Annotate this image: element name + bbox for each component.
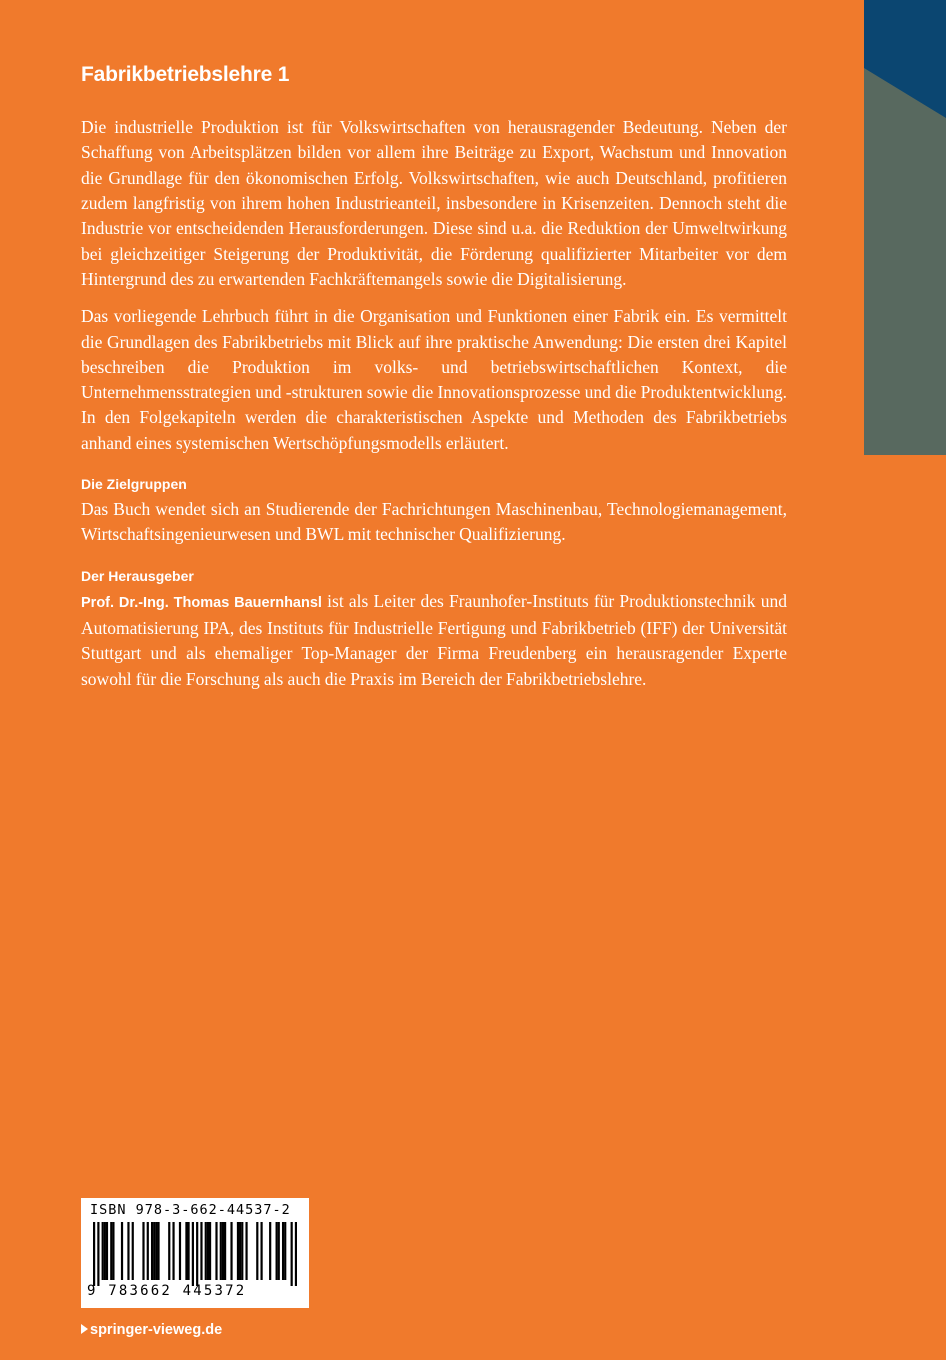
barcode-bar	[205, 1222, 207, 1280]
barcode-bars	[93, 1222, 297, 1286]
target-group-text: Das Buch wendet sich an Studierende der Fachrichtungen Maschinenbau, Technologiemanagement, Wirtschaftsingenieurwesen und BWL mit technischer Qualifizierung.	[81, 499, 787, 545]
editor-section	[81, 564, 787, 692]
barcode-bar	[278, 1222, 280, 1280]
editor-bio: ist als Leiter des Fraunhofer-Instituts für Produktionstechnik und Automatisierung IPA, des Instituts für Industrielle Fertigung und Fabrikbetrieb (IFF) der Universität Stuttgart und als ehemaliger Top-Manager der Firma Freudenberg ein herausragender Experte sowohl für die Forschung als auch die Praxis im Bereich der Fabrikbetriebslehre.	[81, 590, 787, 689]
isbn-label: ISBN 978-3-662-44537-2	[90, 1202, 291, 1218]
editor-heading: Der Herausgeber	[81, 567, 194, 584]
barcode-bar	[172, 1222, 174, 1280]
barcode-bar	[207, 1222, 209, 1280]
barcode-bar	[153, 1222, 155, 1280]
editor-name: Prof. Dr.-Ing. Thomas Bauernhansl	[81, 594, 322, 611]
barcode-bar	[106, 1222, 108, 1280]
barcode-bar	[185, 1222, 187, 1280]
barcode-bar	[147, 1222, 149, 1280]
barcode-bar	[215, 1222, 217, 1280]
website-link[interactable]: springer-vieweg.de	[90, 1322, 223, 1338]
barcode-bar	[220, 1222, 222, 1280]
barcode-bar	[187, 1222, 189, 1280]
barcode-bar	[179, 1222, 181, 1280]
barcode-bar	[282, 1222, 284, 1280]
book-title: Fabrikbetriebslehre 1	[81, 63, 290, 86]
intro-paragraph: Die industrielle Produktion ist für Volkswirtschaften von herausragender Bedeutung. Neben der Schaffung von Arbeitsplätzen bilden vor allem ihre Beiträge zu Export, Wachstum und Innovation die Grundlage für den ökonomischen Erfolg. Volkswirtschaften, wie auch Deutschland, profitieren zudem langfristig von ihrem hohen Industrieanteil, insbesondere in Krisenzeiten. Dennoch steht die Industrie vor entscheidenden Herausforderungen. Diese sind u.a. die Reduktion der Umweltwirkung bei gleichzeitiger Steigerung der Produktivität, die Förderung qualifizierter Mitarbeiter vor dem Hintergrund des zu erwartenden Fachkräftemangels sowie die Digitalisierung.	[81, 117, 787, 289]
barcode-bar	[110, 1222, 112, 1280]
barcode-bar	[291, 1222, 293, 1286]
back-cover-text	[81, 62, 787, 704]
barcode-bar	[127, 1222, 129, 1280]
barcode-bar	[245, 1222, 247, 1280]
barcode-bar	[93, 1222, 95, 1286]
barcode-bar	[200, 1222, 202, 1280]
barcode-bar	[256, 1222, 258, 1280]
barcode-bar	[237, 1222, 239, 1280]
barcode-bar	[97, 1222, 99, 1286]
barcode-bar	[112, 1222, 114, 1280]
barcode-bar	[151, 1222, 153, 1280]
isbn-digits: 9 783662 445372	[87, 1283, 247, 1299]
description-paragraph: Das vorliegende Lehrbuch führt in die Organisation und Funktionen einer Fabrik ein. Es vermittelt die Grundlagen des Fabrikbetriebs mit Blick auf ihre praktische Anwendung: Die ersten drei Kapitel beschreiben die Produktion im volks- und betriebswirtschaftlichen Kontext, die Unternehmensstrategien und -strukturen sowie die Innovationsprozesse und die Produktentwicklung. In den Folgekapiteln werden die charakteristischen Aspekte und Methoden des Fabrikbetriebs anhand eines systemischen Wertschöpfungsmodells erläutert.	[81, 306, 787, 453]
barcode-bar	[222, 1222, 224, 1280]
publisher-website[interactable]	[81, 1322, 222, 1338]
barcode-bar	[168, 1222, 170, 1280]
target-group-section	[81, 472, 787, 548]
triangle-right-icon	[81, 1324, 88, 1334]
barcode-bar	[196, 1222, 198, 1286]
barcode-bar	[224, 1222, 226, 1280]
barcode-bar	[230, 1222, 232, 1280]
barcode-bar	[192, 1222, 194, 1286]
barcode-bar	[155, 1222, 157, 1280]
editor-text	[81, 589, 787, 692]
barcode-bar	[142, 1222, 144, 1280]
barcode-bar	[269, 1222, 271, 1280]
barcode-bar	[284, 1222, 286, 1280]
barcode-bar	[157, 1222, 159, 1280]
barcode-bar	[132, 1222, 134, 1280]
barcode-bar	[104, 1222, 106, 1280]
target-group-heading: Die Zielgruppen	[81, 476, 187, 493]
barcode-bar	[276, 1222, 278, 1280]
barcode-bar	[295, 1222, 297, 1286]
barcode-bar	[260, 1222, 262, 1280]
barcode-bar	[241, 1222, 243, 1280]
isbn-barcode	[81, 1198, 309, 1308]
barcode-bar	[239, 1222, 241, 1280]
barcode-bar	[209, 1222, 211, 1280]
barcode-bar	[121, 1222, 123, 1280]
barcode-bar	[102, 1222, 104, 1280]
